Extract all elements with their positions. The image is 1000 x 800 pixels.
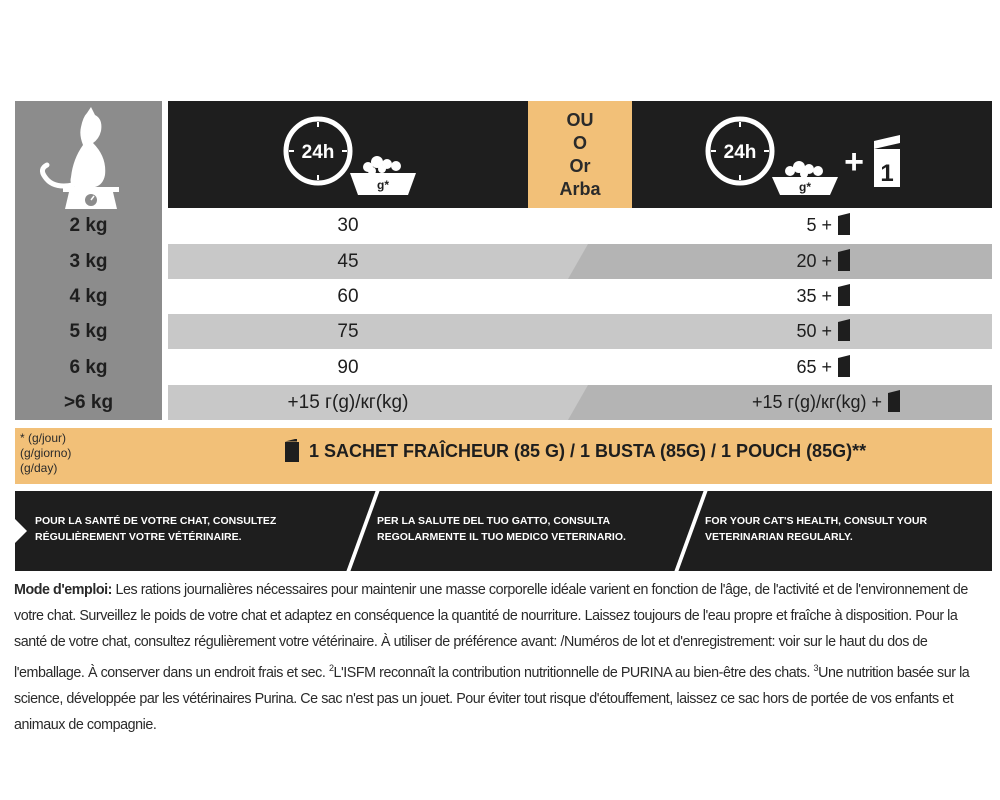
or-header — [528, 101, 632, 208]
timer-text: 24h — [301, 142, 335, 163]
pouch-icon — [285, 442, 299, 462]
dry-amount: 90 — [337, 357, 359, 378]
divider — [674, 491, 707, 571]
mixed-amount-text: 5 + — [806, 215, 832, 235]
unit-text: g* — [799, 180, 811, 194]
pouch-icon — [838, 322, 850, 341]
instructions-paragraph — [14, 577, 992, 738]
unit-legend-line: (g/day) — [20, 461, 58, 475]
instructions-text: Les rations journalières nécessaires pour maintenir une masse corporelle idéale varient en fonction de l'âge, de l'activité et de l'environnement de votre chat. Surveillez le poids de votre chat et adaptez en conséquence la quantité de nourriture. Laissez toujours de l'eau propre et fraîche à disposition. Pour la santé de votre chat, consultez régulièrement votre vétérinaire. À utiliser de préférence avant: /Numéros de lot et d'enregistrement: voir sur le haut du dos de l'emballage. À conserver dans un endroit frais et sec. — [14, 582, 968, 681]
mixed-amount-text: +15 г(g)/кг(kg) + — [751, 392, 882, 412]
pouch-icon — [888, 393, 900, 412]
dry-amount: 75 — [337, 321, 359, 342]
dry-amount: 45 — [337, 251, 359, 272]
instructions-label: Mode d'emploi: — [14, 582, 112, 598]
instructions-text: L'ISFM reconnaît la contribution nutritionnelle de PURINA au bien-être des chats. — [333, 664, 814, 681]
mixed-amount-text: 20 + — [796, 251, 832, 271]
pouch-icon — [838, 287, 850, 306]
mixed-amount-text: 35 + — [796, 286, 832, 306]
weight-label: 5 kg — [69, 321, 108, 342]
mixed-amount — [806, 208, 850, 243]
mixed-amount — [796, 244, 850, 279]
unit-text: g* — [377, 178, 389, 192]
vet-advice-fr: POUR LA SANTÉ DE VOTRE CHAT, CONSULTEZ RÉGULIÈREMENT VOTRE VÉTÉRINAIRE. — [35, 515, 277, 543]
unit-legend — [20, 431, 150, 476]
footnote-mark: 3 — [813, 663, 819, 673]
dry-amount: 60 — [337, 286, 359, 307]
mixed-amount-text: 65 + — [796, 357, 832, 377]
arrow-icon — [15, 519, 27, 543]
or-word: O — [572, 132, 587, 153]
weight-label: 6 kg — [69, 357, 108, 378]
pouch-icon — [838, 216, 850, 235]
mixed-feeding-header — [632, 101, 992, 208]
weight-label: 4 kg — [69, 286, 108, 307]
pouch-note — [285, 441, 866, 462]
cat-on-scale-icon — [25, 105, 135, 210]
dry-food-header — [168, 101, 528, 208]
pouch-icon — [838, 252, 850, 271]
timer-text: 24h — [723, 142, 757, 163]
unit-legend-line: * (g/jour) — [20, 431, 67, 445]
instructions-text: Une nutrition basée sur la science, développée par les vétérinaires Purina. Ce sac n'est pas un jouet. Pour éviter tout risque d'étouffement, laissez ce sac hors de portée de vos enfants et animaux de compagnie. — [14, 664, 970, 733]
plus-text: + — [844, 143, 864, 181]
pouch-note-text: 1 SACHET FRAÎCHEUR (85 G) / 1 BUSTA (85G) / 1 POUCH (85G)** — [309, 441, 867, 461]
mixed-amount — [796, 279, 850, 314]
or-word: Or — [569, 155, 591, 176]
mixed-amount — [796, 350, 850, 385]
row-bg-right — [568, 244, 992, 279]
weight-label: >6 kg — [63, 392, 114, 413]
dry-amount: 30 — [337, 215, 359, 236]
mixed-amount-text: 50 + — [796, 321, 832, 341]
pouch-count: 1 — [880, 160, 894, 187]
mixed-amount — [796, 314, 850, 349]
weight-label: 3 kg — [69, 251, 108, 272]
clock-bowl-icon — [280, 111, 426, 203]
or-word: Arba — [559, 178, 601, 199]
weight-label: 2 kg — [69, 215, 108, 236]
footnote-mark: 2 — [328, 663, 334, 673]
unit-legend-line: (g/giorno) — [20, 446, 72, 460]
vet-advice-en: FOR YOUR CAT'S HEALTH, CONSULT YOUR VETERINARIAN REGULARLY. — [705, 515, 928, 543]
dry-amount: +15 г(g)/кг(kg) — [287, 392, 409, 413]
mixed-amount — [752, 385, 900, 420]
vet-advice-band — [15, 491, 992, 571]
divider — [346, 491, 379, 571]
pouch-icon — [838, 358, 850, 377]
vet-advice-it: PER LA SALUTE DEL TUO GATTO, CONSULTA REGOLARMENTE IL TUO MEDICO VETERINARIO. — [377, 515, 626, 543]
or-word: OU — [566, 109, 594, 130]
clock-bowl-pouch-icon — [702, 111, 922, 203]
